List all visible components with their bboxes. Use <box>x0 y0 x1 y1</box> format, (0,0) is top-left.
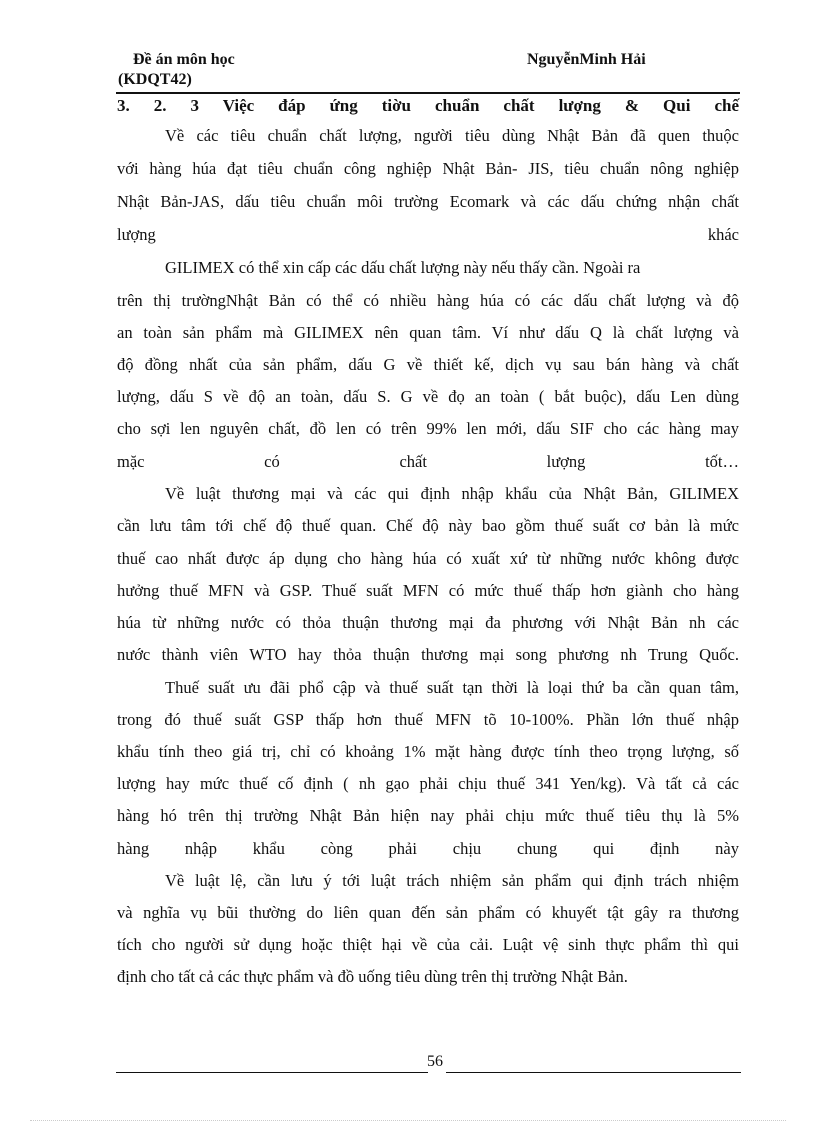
body-line: lượng khác <box>117 225 739 244</box>
page-number: 56 <box>427 1053 443 1070</box>
footer-rule-left <box>116 1072 428 1073</box>
body-line: trong đó thuế suất GSP thấp hơn thuế MFN tõ 10-100%. Phần lớn thuế nhập <box>117 710 739 729</box>
section-heading: 3. 2. 3 Việc đáp ứng tiờu chuẩn chất lượng & Qui chế <box>117 96 739 115</box>
body-line: Về luật lệ, cần lưu ý tới luật trách nhiệm sản phẩm qui định trách nhiệm <box>165 871 739 890</box>
footer-rule-right <box>446 1072 741 1073</box>
body-line: hàng nhập khẩu còng phải chịu chung qui định này <box>117 839 739 858</box>
body-line: với hàng húa đạt tiêu chuẩn công nghiệp Nhật Bản- JIS, tiêu chuẩn nông nghiệp <box>117 159 739 178</box>
body-line: an toàn sản phẩm mà GILIMEX nên quan tâm. Ví như dấu Q là chất lượng và <box>117 323 739 342</box>
body-line: Thuế suất ưu đãi phổ cập và thuế suất tạn thời là loại thứ ba cần quan tâm, <box>165 678 739 697</box>
body-line: khẩu tính theo giá trị, chỉ có khoảng 1% mặt hàng được tính theo trọng lượng, số <box>117 742 739 761</box>
body-line: cho sợi len nguyên chất, đồ len có trên 99% len mới, dấu SIF cho các hàng may <box>117 419 739 438</box>
body-line: GILIMEX có thể xin cấp các dấu chất lượng này nếu thấy cần. Ngoài ra <box>165 258 641 277</box>
body-line: tích cho người sử dụng hoặc thiệt hại về của cải. Luật vệ sinh thực phẩm thì qui <box>117 935 739 954</box>
body-line: và nghĩa vụ bũi thường do liên quan đến sản phẩm có khuyết tật gây ra thương <box>117 903 739 922</box>
body-line: hưởng thuế MFN và GSP. Thuế suất MFN có mức thuế thấp hơn giành cho hàng <box>117 581 739 600</box>
body-line: nước thành viên WTO hay thỏa thuận thương mại song phương nh Trung Quốc. <box>117 645 739 664</box>
header-course <box>118 50 358 90</box>
body-line: thuế cao nhất được áp dụng cho hàng húa có xuất xứ từ những nước không được <box>117 549 739 568</box>
header-author: NguyễnMinh Hải <box>527 51 646 68</box>
body-line: cần lưu tâm tới chế độ thuế quan. Chế độ này bao gồm thuế suất cơ bản là mức <box>117 516 739 535</box>
header-course-title: Đề án môn học <box>133 51 235 68</box>
header-rule <box>116 92 740 94</box>
body-line: Về luật thương mại và các qui định nhập khẩu của Nhật Bản, GILIMEX <box>165 484 739 503</box>
body-line: hàng hó trên thị trường Nhật Bản hiện nay phải chịu mức thuế tiêu thụ là 5% <box>117 806 739 825</box>
body-line: độ đồng nhất của sản phẩm, dấu G về thiết kế, dịch vụ sau bán hàng và chất <box>117 355 739 374</box>
body-line: Nhật Bản-JAS, dấu tiêu chuẩn môi trường Ecomark và các dấu chứng nhận chất <box>117 192 739 211</box>
body-line: trên thị trườngNhật Bản có thể có nhiều hàng húa có các dấu chất lượng và độ <box>117 291 739 310</box>
body-line: húa từ những nước có thỏa thuận thương mại đa phương với Nhật Bản nh các <box>117 613 739 632</box>
body-line: Về các tiêu chuẩn chất lượng, người tiêu dùng Nhật Bản đã quen thuộc <box>165 126 739 145</box>
header-course-code: (KDQT42) <box>118 71 192 88</box>
body-line: mặc có chất lượng tốt… <box>117 452 739 471</box>
body-line: định cho tất cả các thực phẩm và đồ uống tiêu dùng trên thị trường Nhật Bản. <box>117 967 628 986</box>
body-line: lượng, dấu S về độ an toàn, dấu S. G về đọ an toàn ( bắt buộc), dấu Len dùng <box>117 387 739 406</box>
page-edge-divider <box>30 1120 786 1121</box>
body-line: lượng hay mức thuế cố định ( nh gạo phải chịu thuế 341 Yen/kg). Và tất cả các <box>117 774 739 793</box>
